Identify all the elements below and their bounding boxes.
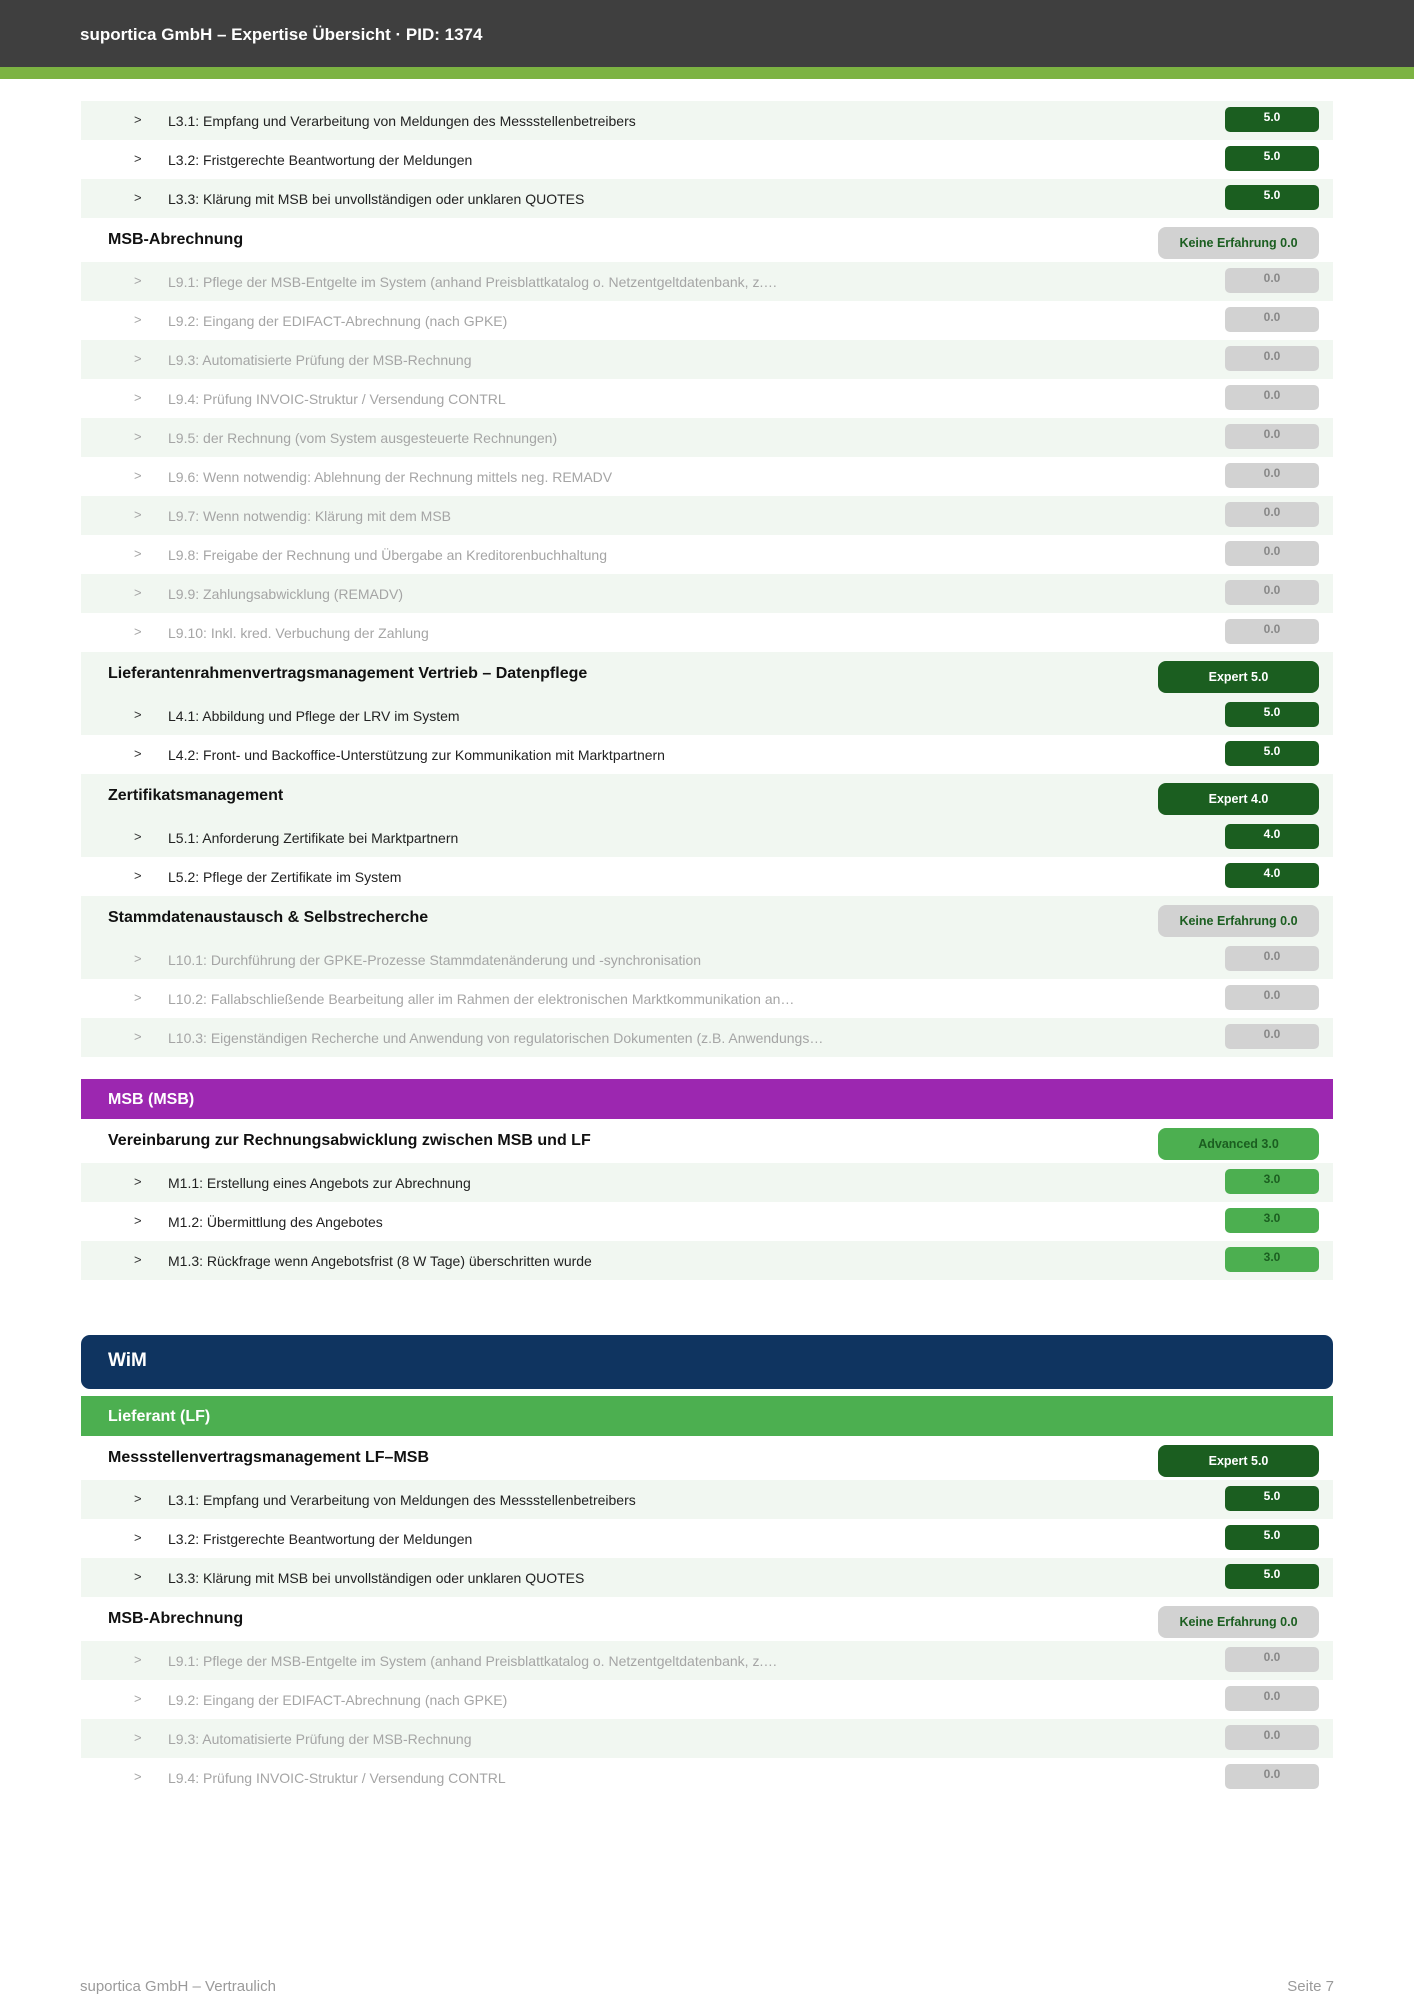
skill-row: [81, 1680, 1333, 1719]
skill-label: L5.2: Pflege der Zertifikate im System: [168, 869, 402, 885]
chevron-right-icon: >: [134, 1491, 142, 1506]
skill-label: L9.9: Zahlungsabwicklung (REMADV): [168, 586, 403, 602]
skill-label: M1.2: Übermittlung des Angebotes: [168, 1214, 383, 1230]
score-badge: 0.0: [1225, 946, 1319, 971]
skill-row: [81, 1641, 1333, 1680]
skill-row: [81, 1519, 1333, 1558]
score-badge: 0.0: [1225, 385, 1319, 410]
skill-label: L4.2: Front- und Backoffice-Unterstützung zur Kommunikation mit Marktpartnern: [168, 747, 665, 763]
score-badge: 3.0: [1225, 1247, 1319, 1272]
skill-row: [81, 857, 1333, 896]
score-badge: 5.0: [1225, 1486, 1319, 1511]
score-badge: 5.0: [1225, 146, 1319, 171]
score-badge: 0.0: [1225, 502, 1319, 527]
score-badge: 5.0: [1225, 741, 1319, 766]
score-badge: 0.0: [1225, 1725, 1319, 1750]
score-badge: 5.0: [1225, 107, 1319, 132]
group-header: [81, 1436, 1333, 1480]
group-header: [81, 1597, 1333, 1641]
skill-row: [81, 101, 1333, 140]
chevron-right-icon: >: [134, 312, 142, 327]
group-title: Lieferantenrahmenvertragsmanagement Vertrieb – Datenpflege: [108, 665, 588, 682]
score-badge: 0.0: [1225, 346, 1319, 371]
chevron-right-icon: >: [134, 585, 142, 600]
group-title: Messstellenvertragsmanagement LF–MSB: [108, 1449, 429, 1466]
chevron-right-icon: >: [134, 468, 142, 483]
skill-row: [81, 735, 1333, 774]
skill-label: L5.1: Anforderung Zertifikate bei Marktpartnern: [168, 830, 459, 846]
score-badge: 0.0: [1225, 619, 1319, 644]
chevron-right-icon: >: [134, 151, 142, 166]
skill-row: [81, 696, 1333, 735]
chevron-right-icon: >: [134, 190, 142, 205]
group-header: [81, 774, 1333, 818]
skill-label: L3.2: Fristgerechte Beantwortung der Meldungen: [168, 152, 473, 168]
group-title: Zertifikatsmanagement: [108, 787, 284, 804]
chevron-right-icon: >: [134, 868, 142, 883]
level-badge: Keine Erfahrung 0.0: [1158, 227, 1319, 259]
chevron-right-icon: >: [134, 429, 142, 444]
score-badge: 0.0: [1225, 463, 1319, 488]
chevron-right-icon: >: [134, 624, 142, 639]
skill-row: [81, 979, 1333, 1018]
skill-label: L3.3: Klärung mit MSB bei unvollständigen oder unklaren QUOTES: [168, 1570, 585, 1586]
chevron-right-icon: >: [134, 1691, 142, 1706]
score-badge: 4.0: [1225, 863, 1319, 888]
group-title: MSB-Abrechnung: [108, 231, 244, 248]
chevron-right-icon: >: [134, 1213, 142, 1228]
level-badge: Advanced 3.0: [1158, 1128, 1319, 1160]
group-title: MSB-Abrechnung: [108, 1610, 244, 1627]
score-badge: 0.0: [1225, 1024, 1319, 1049]
skill-row: [81, 535, 1333, 574]
group-header: [81, 218, 1333, 262]
skill-label: L9.6: Wenn notwendig: Ablehnung der Rechnung mittels neg. REMADV: [168, 469, 613, 485]
skill-label: L10.1: Durchführung der GPKE-Prozesse Stammdatenänderung und -synchronisation: [168, 952, 702, 968]
skill-row: [81, 1163, 1333, 1202]
chevron-right-icon: >: [134, 746, 142, 761]
score-badge: 0.0: [1225, 307, 1319, 332]
chevron-right-icon: >: [134, 1569, 142, 1584]
skill-row: [81, 1758, 1333, 1797]
level-badge: Keine Erfahrung 0.0: [1158, 905, 1319, 937]
score-badge: 5.0: [1225, 1525, 1319, 1550]
chevron-right-icon: >: [134, 1769, 142, 1784]
skill-row: [81, 940, 1333, 979]
skill-label: L9.10: Inkl. kred. Verbuchung der Zahlung: [168, 625, 429, 641]
skill-label: L9.7: Wenn notwendig: Klärung mit dem MSB: [168, 508, 452, 524]
header-title: suportica GmbH – Expertise Übersicht · PID: 1374: [80, 25, 483, 44]
skill-label: L9.8: Freigabe der Rechnung und Übergabe an Kreditorenbuchhaltung: [168, 547, 607, 563]
skill-row: [81, 340, 1333, 379]
skill-label: L9.2: Eingang der EDIFACT-Abrechnung (nach GPKE): [168, 1692, 508, 1708]
chevron-right-icon: >: [134, 1252, 142, 1267]
skill-row: [81, 818, 1333, 857]
chevron-right-icon: >: [134, 990, 142, 1005]
chevron-right-icon: >: [134, 112, 142, 127]
skill-label: L9.4: Prüfung INVOIC-Struktur / Versendung CONTRL: [168, 391, 506, 407]
score-badge: 5.0: [1225, 1564, 1319, 1589]
level-badge: Expert 5.0: [1158, 1445, 1319, 1477]
chevron-right-icon: >: [134, 507, 142, 522]
level-badge: Keine Erfahrung 0.0: [1158, 1606, 1319, 1638]
skill-label: L3.3: Klärung mit MSB bei unvollständigen oder unklaren QUOTES: [168, 191, 585, 207]
chevron-right-icon: >: [134, 546, 142, 561]
chevron-right-icon: >: [134, 829, 142, 844]
skill-label: L4.1: Abbildung und Pflege der LRV im System: [168, 708, 460, 724]
score-badge: 3.0: [1225, 1169, 1319, 1194]
skill-row: [81, 1202, 1333, 1241]
skill-label: L3.2: Fristgerechte Beantwortung der Meldungen: [168, 1531, 473, 1547]
skill-label: L3.1: Empfang und Verarbeitung von Meldungen des Messstellenbetreibers: [168, 113, 636, 129]
score-badge: 5.0: [1225, 702, 1319, 727]
skill-row: [81, 1018, 1333, 1057]
skill-row: [81, 613, 1333, 652]
skill-label: L9.1: Pflege der MSB-Entgelte im System (anhand Preisblattkatalog o. Netzentgeltdatenbank, z.…: [168, 1653, 778, 1669]
score-badge: 0.0: [1225, 1686, 1319, 1711]
score-badge: 0.0: [1225, 580, 1319, 605]
group-header: [81, 652, 1333, 696]
chevron-right-icon: >: [134, 273, 142, 288]
skill-label: L10.2: Fallabschließende Bearbeitung aller im Rahmen der elektronischen Marktkommunikation an…: [168, 991, 795, 1007]
group-header: [81, 896, 1333, 940]
chevron-right-icon: >: [134, 1652, 142, 1667]
chevron-right-icon: >: [134, 1530, 142, 1545]
skill-label: M1.3: Rückfrage wenn Angebotsfrist (8 W Tage) überschritten wurde: [168, 1253, 592, 1269]
group-title: Stammdatenaustausch & Selbstrecherche: [108, 909, 429, 926]
skill-row: [81, 301, 1333, 340]
skill-row: [81, 457, 1333, 496]
skill-row: [81, 574, 1333, 613]
skill-row: [81, 496, 1333, 535]
skill-label: L10.3: Eigenständigen Recherche und Anwendung von regulatorischen Dokumenten (z.B. Anwendungs…: [168, 1030, 824, 1046]
skill-row: [81, 418, 1333, 457]
skill-row: [81, 140, 1333, 179]
chevron-right-icon: >: [134, 951, 142, 966]
score-badge: 0.0: [1225, 1647, 1319, 1672]
score-badge: 0.0: [1225, 424, 1319, 449]
skill-label: L9.3: Automatisierte Prüfung der MSB-Rechnung: [168, 1731, 472, 1747]
skill-row: [81, 262, 1333, 301]
chevron-right-icon: >: [134, 1029, 142, 1044]
score-badge: 0.0: [1225, 268, 1319, 293]
score-badge: 0.0: [1225, 541, 1319, 566]
skill-row: [81, 1558, 1333, 1597]
skill-label: L9.1: Pflege der MSB-Entgelte im System (anhand Preisblattkatalog o. Netzentgeltdatenbank, z.…: [168, 274, 778, 290]
role-title: Lieferant (LF): [108, 1408, 211, 1425]
score-badge: 0.0: [1225, 1764, 1319, 1789]
skill-label: M1.1: Erstellung eines Angebots zur Abrechnung: [168, 1175, 471, 1191]
chevron-right-icon: >: [134, 1730, 142, 1745]
domain-title: WiM: [108, 1350, 147, 1371]
score-badge: 5.0: [1225, 185, 1319, 210]
chevron-right-icon: >: [134, 707, 142, 722]
level-badge: Expert 4.0: [1158, 783, 1319, 815]
skill-row: [81, 1480, 1333, 1519]
role-title: MSB (MSB): [108, 1091, 195, 1108]
skill-row: [81, 1241, 1333, 1280]
domain-band: [81, 1335, 1333, 1389]
skill-label: L3.1: Empfang und Verarbeitung von Meldungen des Messstellenbetreibers: [168, 1492, 636, 1508]
chevron-right-icon: >: [134, 351, 142, 366]
chevron-right-icon: >: [134, 1174, 142, 1189]
skill-row: [81, 1719, 1333, 1758]
score-badge: 3.0: [1225, 1208, 1319, 1233]
score-badge: 4.0: [1225, 824, 1319, 849]
group-header: [81, 1119, 1333, 1163]
skill-label: L9.4: Prüfung INVOIC-Struktur / Versendung CONTRL: [168, 1770, 506, 1786]
role-band: [81, 1396, 1333, 1436]
group-title: Vereinbarung zur Rechnungsabwicklung zwischen MSB und LF: [108, 1132, 591, 1149]
skill-label: L9.2: Eingang der EDIFACT-Abrechnung (nach GPKE): [168, 313, 508, 329]
skill-row: [81, 179, 1333, 218]
footer-page-number: Seite 7: [1287, 1978, 1334, 1995]
role-band: [81, 1079, 1333, 1119]
level-badge: Expert 5.0: [1158, 661, 1319, 693]
skill-label: L9.3: Automatisierte Prüfung der MSB-Rechnung: [168, 352, 472, 368]
skill-label: L9.5: der Rechnung (vom System ausgesteuerte Rechnungen): [168, 430, 558, 446]
skill-row: [81, 379, 1333, 418]
footer-company: suportica GmbH – Vertraulich: [80, 1978, 276, 1995]
score-badge: 0.0: [1225, 985, 1319, 1010]
chevron-right-icon: >: [134, 390, 142, 405]
